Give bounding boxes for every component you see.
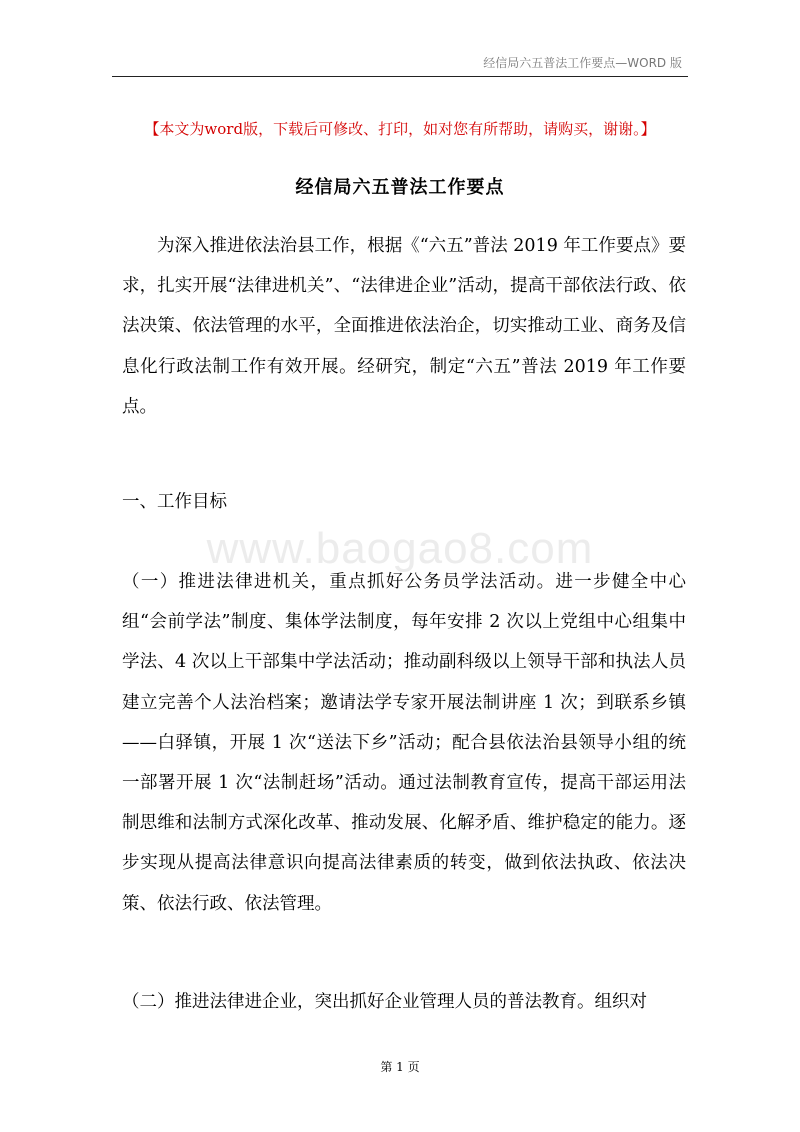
watermark: www.baogao8.com: [206, 524, 594, 573]
running-header-title: 经信局六五普法工作要点—WORD 版: [483, 56, 682, 70]
document-title: 经信局六五普法工作要点: [295, 177, 505, 198]
body-paragraph-2: （二）推进法律进企业，突出抓好企业管理人员的普法教育。组织对: [122, 992, 647, 1012]
intro-paragraph: 为深入推进依法治县工作，根据《“六五”普法 2019 年工作要点》要求，扎实开展“法律进机关”、“法律进企业”活动，提高干部依法行政、依法决策、依法管理的水平，全面推进依法治企，切实推动工业、商务及信息化行政法制工作有效开展。经研究，制定“六五”普法 2019 年工作要点。: [122, 236, 686, 417]
section-heading: 一、工作目标: [122, 492, 227, 512]
purchase-notice: 【本文为word版，下载后可修改、打印，如对您有所帮助，请购买，谢谢。】: [144, 120, 656, 138]
body-paragraph-1: （一）推进法律进机关，重点抓好公务员学法活动。进一步健全中心组“会前学法”制度、集体学法制度，每年安排 2 次以上党组中心组集中学法、4 次以上干部集中学法活动；推动副科级以上领导干部和执法人员建立完善个人法治档案；邀请法学专家开展法制讲座 1 次；到联系乡镇——白驿镇，开展 1 次“送法下乡”活动；配合县依法治县领导小组的统一部署开展 1 次“法制赶场”活动。通过法制教育宣传，提高干部运用法制思维和法制方式深化改革、推动发展、化解矛盾、维护稳定的能力。逐步实现从提高法律意识向提高法律素质的转变，做到依法执政、依法决策、依法行政、依法管理。: [122, 572, 686, 914]
page-number: 第 1 页: [380, 1060, 420, 1074]
header-divider: [112, 76, 688, 77]
